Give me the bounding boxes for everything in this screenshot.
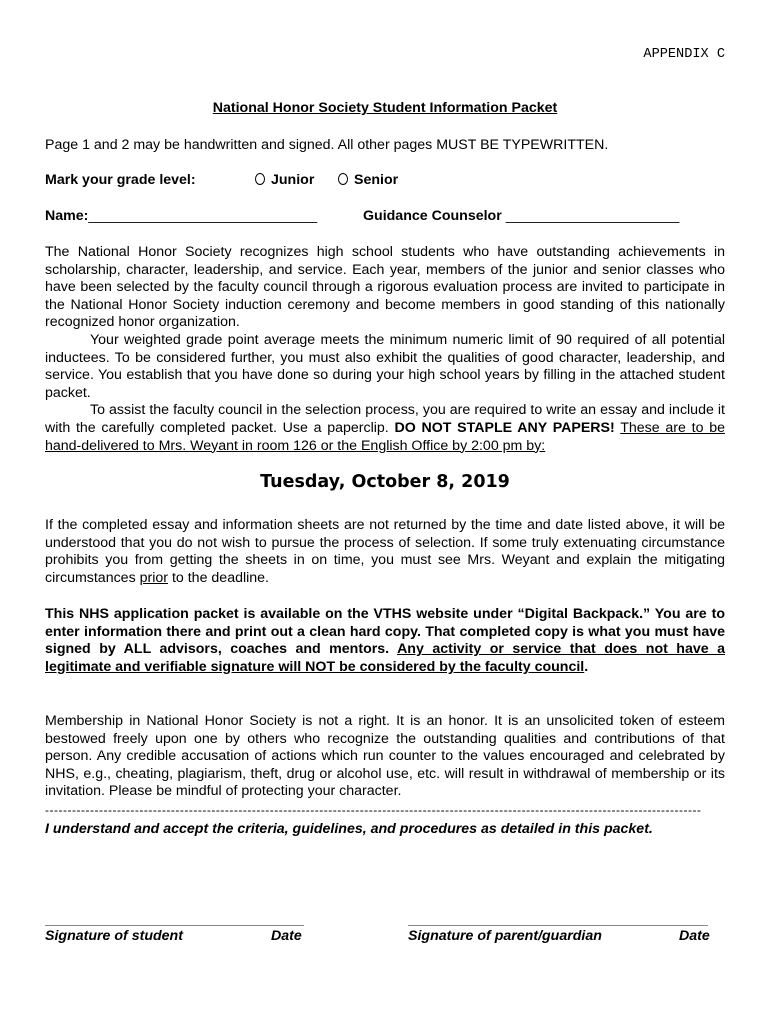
grade-option-senior[interactable] — [338, 172, 398, 190]
guidance-counselor-blank[interactable]: ______________________ — [505, 208, 680, 224]
signature-requirement-text: Any activity or service that does not have a legitimate and verifiable signature will NOT be considered by the faculty council — [45, 641, 725, 675]
parent-date-label: Date — [679, 928, 710, 944]
name-field[interactable] — [45, 208, 317, 226]
intro-paragraph-3 — [45, 402, 725, 455]
late-text-prior: prior — [139, 569, 169, 586]
instructions-text: Page 1 and 2 may be handwritten and signed. All other pages MUST BE TYPEWRITTEN. — [45, 137, 609, 153]
senior-label: Senior — [354, 172, 399, 188]
document-title: National Honor Society Student Information Packet — [212, 100, 558, 116]
grade-option-junior[interactable] — [255, 172, 314, 190]
parent-signature-line[interactable] — [408, 925, 708, 926]
acceptance-statement: I understand and accept the criteria, guidelines, and procedures as detailed in this packet. — [45, 821, 653, 837]
student-signature-line[interactable] — [45, 925, 304, 926]
junior-radio-icon[interactable] — [255, 173, 265, 185]
senior-radio-icon[interactable] — [338, 173, 348, 185]
late-text-after: to the deadline. — [171, 569, 269, 586]
intro-text — [45, 244, 725, 455]
delivery-instructions: These are to be hand-delivered to Mrs. Weyant in room 126 or the English Office by 2:00 pm by: — [45, 419, 725, 454]
junior-label: Junior — [271, 172, 315, 188]
name-blank[interactable]: _____________________________ — [88, 208, 318, 224]
guidance-counselor-label: Guidance Counselor — [363, 208, 502, 224]
name-label: Name: — [45, 208, 89, 224]
availability-text: This NHS application packet is available on the VTHS website under “Digital Backpack.” You are to enter information there and print out a clean hard copy. That completed copy is what you must have signed by ALL advisors, coaches and mentors. — [45, 606, 725, 658]
late-submission-paragraph — [45, 517, 725, 587]
student-signature-label: Signature of student — [45, 928, 183, 944]
grade-level-label: Mark your grade level: — [45, 172, 196, 188]
no-staple-warning: DO NOT STAPLE ANY PAPERS! — [394, 419, 615, 436]
parent-signature-label: Signature of parent/guardian — [408, 928, 602, 944]
membership-paragraph: Membership in National Honor Society is not a right. It is an honor. It is an unsolicited token of esteem bestowed freely upon one by others who recognize the outstanding qualities and contributions of that person. Any credible accusation of actions which run counter to the values encouraged and celebrated by NHS, e.g., cheating, plagiarism, theft, drug or alcohol use, etc. will result in withdrawal of membership or its invitation. Please be mindful of protecting your character. — [45, 713, 725, 800]
intro-paragraph-1: The National Honor Society recognizes high school students who have outstanding achievements in scholarship, character, leadership, and service. Each year, members of the junior and senior classes who have been selected by the faculty council through a rigorous evaluation process are invited to participate in the National Honor Society induction ceremony and become members in good standing of this nationally recognized honor organization. — [45, 244, 725, 331]
intro-paragraph-3-text: To assist the faculty council in the selection process, you are required to write an essay and include it with the carefully completed packet. Use a paperclip. — [45, 402, 725, 436]
deadline-date: Tuesday, October 8, 2019 — [260, 472, 510, 492]
intro-paragraph-2: Your weighted grade point average meets the minimum numeric limit of 90 required of all potential inductees. To be considered further, you must also exhibit the qualities of good character, leadership, and service. You establish that you have done so during your high school years by filling in the attached student packet. — [45, 331, 725, 401]
availability-end: . — [584, 658, 589, 675]
availability-paragraph — [45, 606, 725, 676]
student-date-label: Date — [271, 928, 302, 944]
appendix-label: APPENDIX C — [643, 47, 725, 62]
late-text-before: If the completed essay and information sheets are not returned by the time and date listed above, it will be understood that you do not wish to pursue the process of selection. If some truly extenuating circumstance prohibits you from getting the sheets in on time, you must see Mrs. Weyant and explain the mitigating circumstances — [45, 517, 725, 586]
document-page — [45, 0, 725, 1024]
guidance-counselor-field[interactable] — [363, 208, 679, 226]
divider-line: -------------------------------------------------------------------------------------------------------------------------------------------------- — [45, 803, 702, 817]
